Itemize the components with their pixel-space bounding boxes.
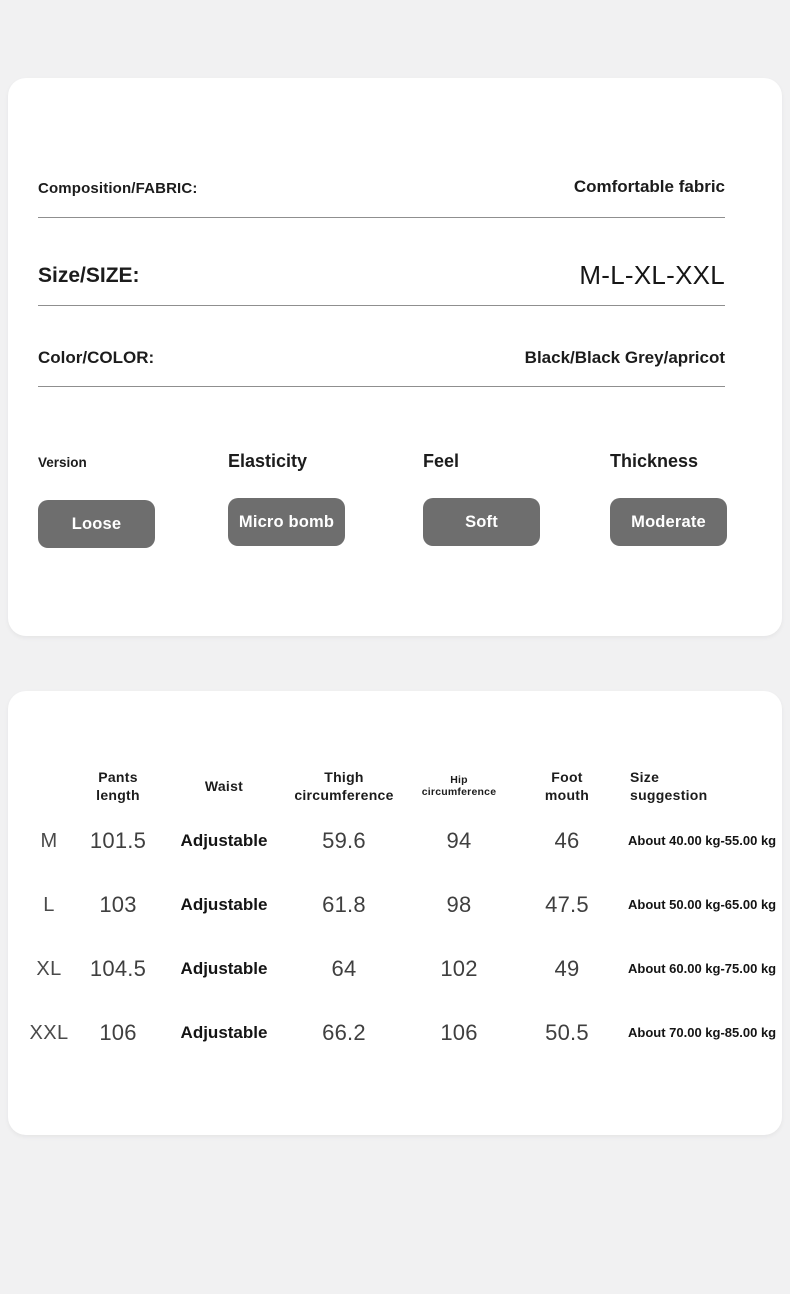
row-waist: Adjustable (180, 895, 268, 914)
size-row (38, 218, 725, 306)
color-label: Color/COLOR: (38, 348, 155, 367)
composition-value: Comfortable fabric (573, 177, 725, 196)
header-hip-circumference: Hip circumference (421, 773, 497, 799)
size-value: M-L-XL-XXL (579, 260, 725, 290)
table-row (22, 809, 782, 873)
composition-label: Composition/FABRIC: (38, 180, 198, 197)
feel-chip[interactable]: Soft (423, 498, 540, 546)
row-foot: 46 (554, 828, 580, 853)
row-thigh: 61.8 (322, 892, 366, 917)
feel-label: Feel (423, 451, 460, 471)
header-pants-length: Pants length (96, 769, 140, 803)
size-label: Size/SIZE: (38, 263, 140, 287)
header-size-suggestion: Size suggestion (630, 769, 708, 803)
header-foot-mouth: Foot mouth (544, 769, 590, 803)
row-pants-length: 104.5 (89, 956, 147, 981)
header-waist: Waist (204, 778, 244, 794)
row-waist: Adjustable (180, 831, 268, 850)
row-pants-length: 106 (99, 1020, 137, 1045)
row-size: L (43, 893, 55, 916)
attribute-elasticity (228, 451, 423, 548)
row-pants-length: 103 (99, 892, 137, 917)
row-waist: Adjustable (180, 959, 268, 978)
attribute-feel (423, 451, 610, 548)
size-chart-header-row (22, 765, 782, 809)
row-hip: 98 (446, 892, 472, 917)
thickness-chip[interactable]: Moderate (610, 498, 727, 546)
row-hip: 94 (446, 828, 472, 853)
color-value: Black/Black Grey/apricot (524, 348, 725, 367)
row-foot: 47.5 (545, 892, 589, 917)
table-row (22, 937, 782, 1001)
color-row (38, 306, 725, 387)
row-pants-length: 101.5 (89, 828, 147, 853)
row-thigh: 59.6 (322, 828, 366, 853)
product-specs-card (8, 78, 782, 636)
row-hip: 102 (440, 956, 478, 981)
row-waist: Adjustable (180, 1023, 268, 1042)
size-chart-card (8, 691, 782, 1135)
table-row (22, 873, 782, 937)
attribute-thickness (610, 451, 727, 548)
table-row (22, 1001, 782, 1065)
version-label: Version (38, 455, 87, 470)
elasticity-label: Elasticity (228, 451, 308, 471)
attributes-grid (38, 451, 725, 548)
row-hip: 106 (440, 1020, 478, 1045)
row-size: XL (36, 957, 62, 980)
elasticity-chip[interactable]: Micro bomb (228, 498, 345, 546)
row-thigh: 66.2 (322, 1020, 366, 1045)
row-suggestion: About 70.00 kg-85.00 kg (628, 1024, 777, 1040)
row-foot: 50.5 (545, 1020, 589, 1045)
version-chip[interactable]: Loose (38, 500, 155, 548)
attribute-version (38, 451, 228, 548)
row-suggestion: About 60.00 kg-75.00 kg (628, 960, 777, 976)
row-thigh: 64 (331, 956, 357, 981)
header-thigh-circumference: Thigh circumference (294, 769, 394, 803)
row-foot: 49 (554, 956, 580, 981)
row-size: XXL (29, 1021, 69, 1044)
thickness-label: Thickness (610, 451, 699, 471)
row-size: M (40, 829, 58, 852)
row-suggestion: About 40.00 kg-55.00 kg (628, 832, 777, 848)
row-suggestion: About 50.00 kg-65.00 kg (628, 896, 777, 912)
composition-row (38, 78, 725, 218)
